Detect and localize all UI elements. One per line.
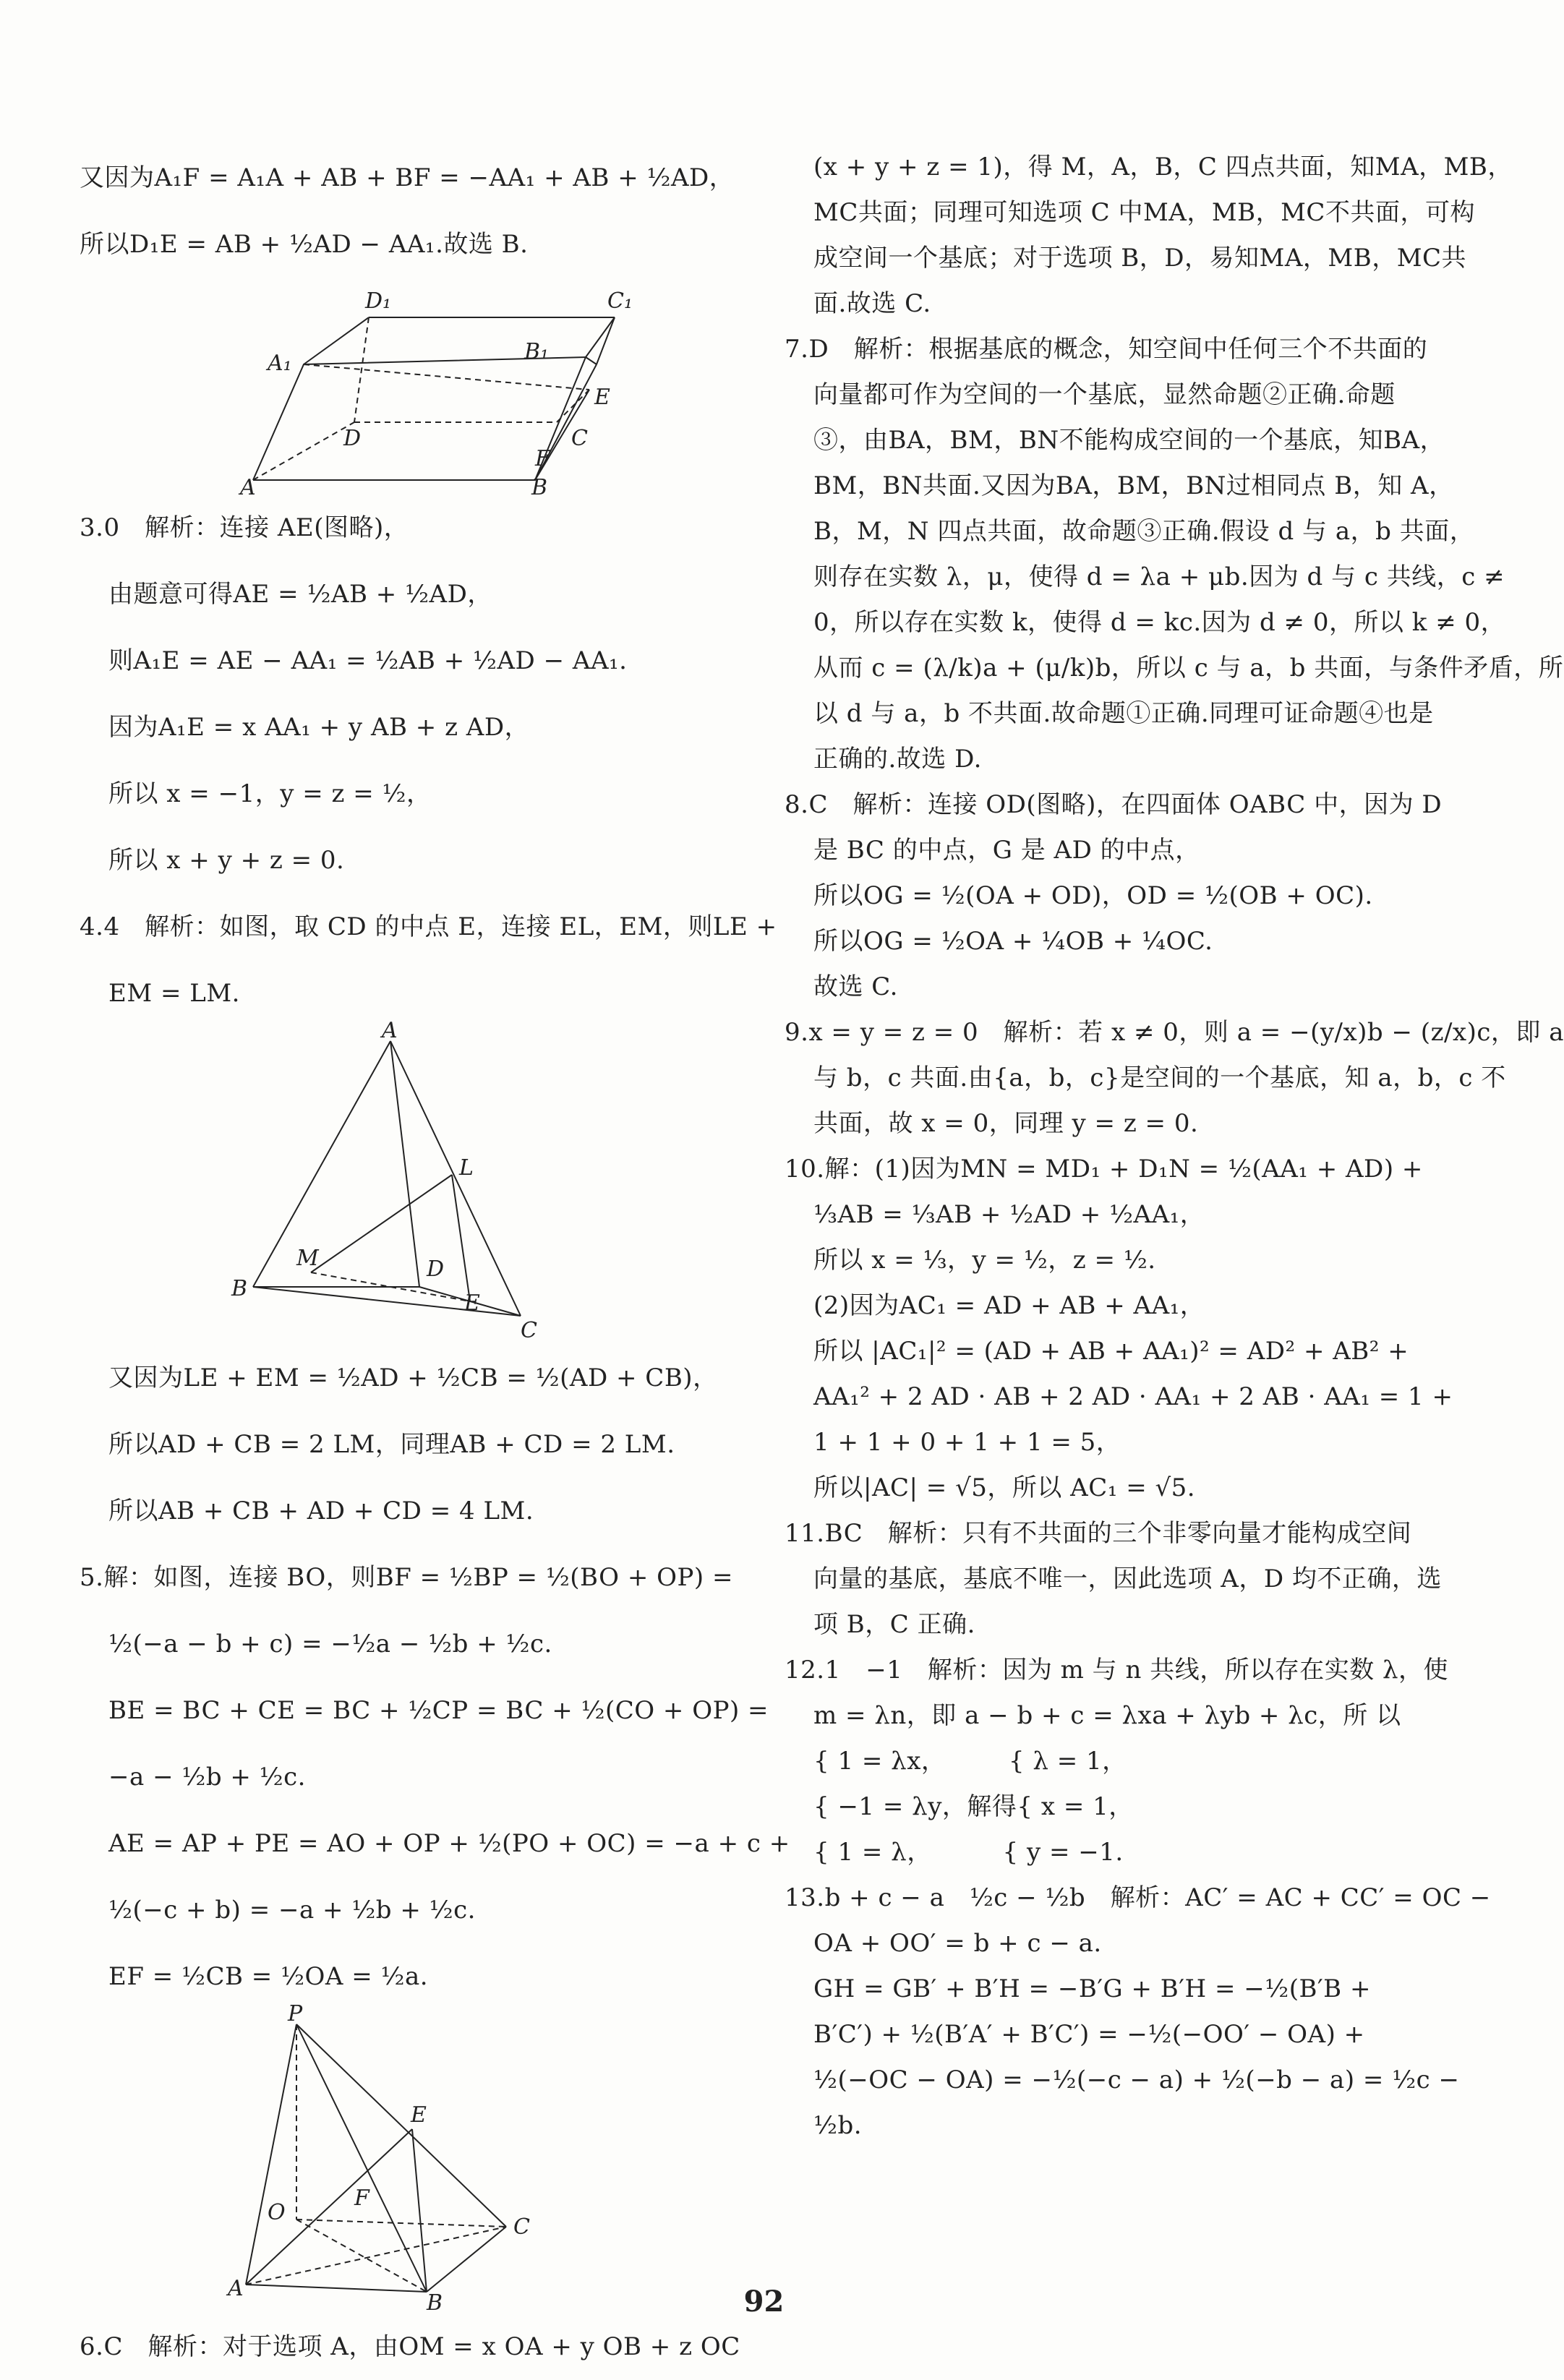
text-line: AA₁² + 2 AD · AB + 2 AD · AA₁ + 2 AB · AA₁ = 1 + — [813, 1382, 1453, 1411]
text-line: BM，BN共面.又因为BA，BM，BN过相同点 B，知 A， — [813, 471, 1454, 500]
text-line: 9.x = y = z = 0 解析：若 x ≠ 0，则 a = −(y/x)b − (z/x)c，即 a — [785, 1018, 1564, 1047]
svg-text:A: A — [228, 2276, 244, 2301]
svg-text:B: B — [231, 1276, 248, 1301]
svg-text:O: O — [268, 2200, 286, 2225]
svg-text:F: F — [354, 2186, 369, 2211]
text-line: ½b. — [813, 2111, 863, 2140]
text-line: 所以 x = ⅓，y = ½，z = ½. — [813, 1246, 1156, 1275]
text-line: 与 b，c 共面.由{a，b，c}是空间的一个基底，知 a，b，c 不 — [813, 1063, 1506, 1092]
text-line: 正确的.故选 D. — [813, 745, 982, 774]
svg-text:P: P — [288, 2001, 303, 2026]
text-line: MC共面；同理可知选项 C 中MA，MB，MC不共面，可构 — [813, 198, 1475, 227]
svg-text:L: L — [459, 1155, 474, 1181]
svg-text:C₁: C₁ — [607, 288, 633, 314]
text-line: 成空间一个基底；对于选项 B，D，易知MA，MB，MC共 — [813, 244, 1467, 273]
text-line: 6.C 解析：对于选项 A，由OM = x OA + y OB + z OC — [80, 2332, 740, 2361]
text-line: 所以 x = −1，y = z = ½， — [108, 779, 432, 808]
text-line: (2)因为AC₁ = AD + AB + AA₁， — [813, 1291, 1205, 1320]
text-line: 则A₁E = AE − AA₁ = ½AB + ½AD − AA₁. — [108, 646, 628, 675]
text-line: 是 BC 的中点，G 是 AD 的中点， — [813, 836, 1200, 865]
text-line: 7.D 解析：根据基底的概念，知空间中任何三个不共面的 — [785, 335, 1428, 364]
svg-text:A: A — [240, 475, 256, 500]
text-line: 3.0 解析：连接 AE(图略)， — [80, 513, 409, 542]
text-line: 向量的基底，基底不唯一，因此选项 A，D 均不正确，选 — [813, 1564, 1442, 1593]
text-line: 所以AB + CB + AD + CD = 4 LM. — [108, 1497, 534, 1525]
svg-text:E: E — [464, 1290, 480, 1316]
text-line: BE = BC + CE = BC + ½CP = BC + ½(CO + OP) = — [108, 1696, 769, 1725]
text-line: 所以OG = ½OA + ¼OB + ¼OC. — [813, 927, 1213, 956]
svg-text:C: C — [513, 2214, 530, 2240]
svg-text:C: C — [571, 426, 588, 451]
text-line: GH = GB′ + B′H = −B′G + B′H = −½(B′B + — [813, 1974, 1371, 2003]
text-line: B，M，N 四点共面，故命题③正确.假设 d 与 a，b 共面， — [813, 517, 1475, 546]
right-column — [785, 145, 1564, 2149]
svg-text:D: D — [343, 426, 362, 451]
text-line: 所以D₁E = AB + ½AD − AA₁.故选 B. — [80, 230, 529, 259]
text-line: 向量都可作为空间的一个基底，显然命题②正确.命题 — [813, 380, 1396, 409]
text-line: 面.故选 C. — [813, 289, 931, 318]
text-line: 又因为LE + EM = ½AD + ½CB = ½(AD + CB)， — [108, 1364, 718, 1392]
text-line: 12.1 −1 解析：因为 m 与 n 共线，所以存在实数 λ，使 — [785, 1656, 1449, 1685]
text-line: ½(−OC − OA) = −½(−c − a) + ½(−b − a) = ½c − — [813, 2066, 1460, 2094]
text-line: 8.C 解析：连接 OD(图略)，在四面体 OABC 中，因为 D — [785, 790, 1443, 819]
text-line: −a − ½b + ½c. — [108, 1763, 306, 1792]
text-line: ½(−c + b) = −a + ½b + ½c. — [108, 1896, 476, 1925]
text-line: ½(−a − b + c) = −½a − ½b + ½c. — [108, 1630, 552, 1658]
text-line: 从而 c = (λ/k)a + (μ/k)b，所以 c 与 a，b 共面，与条件矛盾，所 — [813, 654, 1564, 682]
text-line: 则存在实数 λ，μ，使得 d = λa + μb.因为 d 与 c 共线，c ≠ — [813, 562, 1505, 591]
text-line: B′C′) + ½(B′A′ + B′C′) = −½(−OO′ − OA) + — [813, 2020, 1365, 2049]
text-line: ⅓AB = ⅓AB + ½AD + ½AA₁， — [813, 1200, 1205, 1229]
svg-text:E: E — [594, 385, 610, 410]
text-line: 13.b + c − a ½c − ½b 解析：AC′ = AC + CC′ = OC − — [785, 1883, 1491, 1912]
text-line: 共面，故 x = 0，同理 y = z = 0. — [813, 1109, 1199, 1138]
text-line: AE = AP + PE = AO + OP + ½(PO + OC) = −a + c + — [108, 1829, 790, 1858]
text-line: 故选 C. — [813, 972, 898, 1001]
text-line: { −1 = λy，解得{ x = 1， — [813, 1792, 1134, 1821]
prism-figure — [195, 278, 633, 500]
svg-text:C: C — [521, 1318, 537, 1343]
text-line: 所以OG = ½(OA + OD)，OD = ½(OB + OC). — [813, 881, 1373, 910]
svg-text:D₁: D₁ — [365, 288, 392, 314]
text-line: EF = ½CB = ½OA = ½a. — [108, 1962, 429, 1991]
text-line: (x + y + z = 1)，得 M，A，B，C 四点共面，知MA，MB， — [813, 153, 1513, 181]
svg-text:A₁: A₁ — [268, 351, 292, 376]
text-line: 以 d 与 a，b 不共面.故命题①正确.同理可证命题④也是 — [813, 699, 1434, 728]
svg-text:B: B — [427, 2290, 443, 2316]
svg-text:B₁: B₁ — [524, 339, 550, 364]
text-line: { 1 = λx， { λ = 1， — [813, 1747, 1127, 1776]
text-line: ③，由BA，BM，BN不能构成空间的一个基底，知BA， — [813, 426, 1445, 455]
svg-text:M: M — [296, 1246, 319, 1271]
text-line: 所以AD + CB = 2 LM，同理AB + CD = 2 LM. — [108, 1430, 675, 1459]
text-line: 项 B，C 正确. — [813, 1610, 975, 1639]
text-line: 4.4 解析：如图，取 CD 的中点 E，连接 EL，EM，则LE + — [80, 912, 777, 941]
pyramid-figure — [195, 2001, 600, 2316]
tetrahedron-figure — [210, 1018, 586, 1345]
svg-text:D: D — [427, 1257, 445, 1282]
text-line: 因为A₁E = x AA₁ + y AB + z AD， — [108, 713, 530, 742]
svg-text:F: F — [535, 446, 550, 471]
text-line: 所以 |AC₁|² = (AD + AB + AA₁)² = AD² + AB² + — [813, 1337, 1409, 1366]
page-number: 92 — [743, 2285, 785, 2319]
text-line: 10.解：(1)因为MN = MD₁ + D₁N = ½(AA₁ + AD) + — [785, 1155, 1423, 1183]
svg-text:E: E — [411, 2102, 427, 2128]
text-line: 由题意可得AE = ½AB + ½AD， — [108, 580, 492, 609]
text-line: EM = LM. — [108, 979, 240, 1008]
text-line: 0，所以存在实数 k，使得 d = kc.因为 d ≠ 0，所以 k ≠ 0， — [813, 608, 1506, 637]
text-line: 所以 x + y + z = 0. — [108, 846, 345, 875]
text-line: { 1 = λ， { y = −1. — [813, 1838, 1124, 1867]
text-line: 所以|AC| = √5，所以 AC₁ = √5. — [813, 1473, 1196, 1502]
svg-text:A: A — [382, 1018, 398, 1043]
text-line: m = λn，即 a − b + c = λxa + λyb + λc，所 以 — [813, 1701, 1401, 1730]
text-line: OA + OO′ = b + c − a. — [813, 1929, 1102, 1958]
text-line: 又因为A₁F = A₁A + AB + BF = −AA₁ + AB + ½AD， — [80, 163, 735, 192]
text-line: 1 + 1 + 0 + 1 + 1 = 5， — [813, 1428, 1121, 1457]
text-line: 11.BC 解析：只有不共面的三个非零向量才能构成空间 — [785, 1519, 1412, 1548]
svg-text:B: B — [531, 475, 548, 500]
text-line: 5.解：如图，连接 BO，则BF = ½BP = ½(BO + OP) = — [80, 1563, 733, 1592]
